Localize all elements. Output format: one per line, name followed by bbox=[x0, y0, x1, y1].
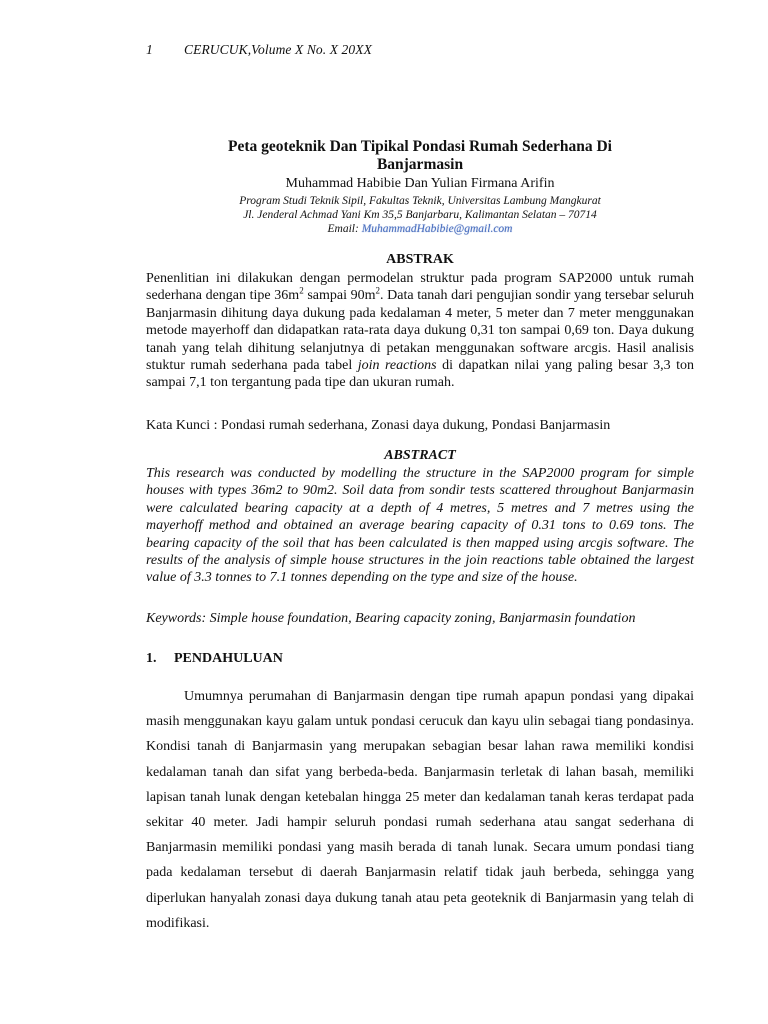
email-label: Email: bbox=[327, 223, 362, 235]
paper-title bbox=[146, 138, 694, 174]
abstract-heading: ABSTRACT bbox=[384, 448, 456, 463]
email-line bbox=[146, 222, 694, 236]
keywords: Keywords: Simple house foundation, Bearing capacity zoning, Banjarmasin foundation bbox=[146, 611, 636, 626]
abstrak-italic-term: join reactions bbox=[357, 358, 437, 374]
abstrak-body bbox=[146, 270, 694, 392]
authors: Muhammad Habibie Dan Yulian Firmana Arifin bbox=[285, 176, 555, 191]
email-link[interactable]: MuhammadHabibie@gmail.com bbox=[361, 223, 513, 235]
abstrak-text-3: . Data tanah dari pengujian sondir yang tersebar seluruh Banjarmasin dihitung daya dukung pada kedalaman 4 meter, 5 meter dan 7 meter menggunakan metode mayerhoff dan didapatkan rata-rata daya dukung 0,31 ton sampai 0,69 ton. Daya dukung tanah yang telah dihitung selanjutnya di petakan menggunakan software arcgis. Hasil analisis stuktur rumah sederhana pada tabel bbox=[146, 288, 695, 374]
paper-title-line-2: Banjarmasin bbox=[376, 156, 464, 173]
superscript: 2 bbox=[375, 285, 380, 296]
abstrak-text-1: Penenlitian ini dilakukan dengan permodelan struktur pada program SAP2000 untuk rumah sederhana dengan tipe 36m bbox=[146, 271, 694, 304]
journal-name: CERUCUK,Volume X No. X 20XX bbox=[184, 42, 372, 57]
affiliation-line-1: Program Studi Teknik Sipil, Fakultas Teknik, Universitas Lambung Mangkurat bbox=[239, 195, 601, 207]
abstrak-text-4: di dapatkan nilai yang paling besar 3,3 ton sampai 7,1 ton tergantung pada tipe dan ukuran rumah. bbox=[146, 358, 694, 391]
section-title: PENDAHULUAN bbox=[174, 651, 283, 666]
section-number: 1. bbox=[146, 651, 157, 666]
paper-title-line-1: Peta geoteknik Dan Tipikal Pondasi Rumah Sederhana Di bbox=[228, 138, 612, 155]
superscript: 2 bbox=[299, 285, 304, 296]
abstrak-heading: ABSTRAK bbox=[386, 252, 454, 267]
running-header bbox=[146, 42, 372, 58]
affiliation bbox=[146, 194, 694, 236]
page-number: 1 bbox=[146, 42, 153, 57]
affiliation-line-2: Jl. Jenderal Achmad Yani Km 35,5 Banjarbaru, Kalimantan Selatan – 70714 bbox=[243, 209, 597, 221]
abstract-body: This research was conducted by modelling the structure in the SAP2000 program for simple houses with types 36m2 to 90m2. Soil data from sondir tests scattered throughout Banjarmasin were calculated bearing capacity at a depth of 4 metres, 5 metres and 7 metres using the mayerhoff method and obtained an average bearing capacity of 0.31 tons to 0.69 tons. The bearing capacity of the soil that has been calculated is then mapped using arcgis software. The results of the analysis of simple house structures in the join reactions table obtained the largest value of 3.3 tonnes to 7.1 tonnes depending on the type and size of the house. bbox=[146, 466, 694, 586]
section-heading bbox=[146, 651, 283, 667]
abstrak-text-2: sampai 90m bbox=[303, 288, 376, 304]
intro-paragraph: Umumnya perumahan di Banjarmasin dengan tipe rumah apapun pondasi yang dipakai masih menggunakan kayu galam untuk pondasi cerucuk dan kayu ulin sebagai tiang pondasinya. Kondisi tanah di Banjarmasin yang merupakan sebagian besar lahan rawa memiliki kondisi kedalaman tanah dan sifat yang berbeda-beda. Banjarmasin terletak di lahan basah, memiliki lapisan tanah lunak dengan ketebalan hingga 25 meter dan kedalaman tanah keras terdapat pada sekitar 40 meter. Jadi hampir seluruh pondasi rumah sederhana atau sangat sederhana di Banjarmasin memiliki pondasi yang masih berada di tanah lunak. Secara umum pondasi tiang pada kedalaman tersebut di daerah Banjarmasin relatif tidak jauh berbeda, sehingga yang diperlukan hanyalah zonasi daya dukung tanah atau peta geoteknik di Banjarmasin yang telah di modifikasi. bbox=[146, 689, 694, 931]
kata-kunci: Kata Kunci : Pondasi rumah sederhana, Zonasi daya dukung, Pondasi Banjarmasin bbox=[146, 418, 611, 433]
